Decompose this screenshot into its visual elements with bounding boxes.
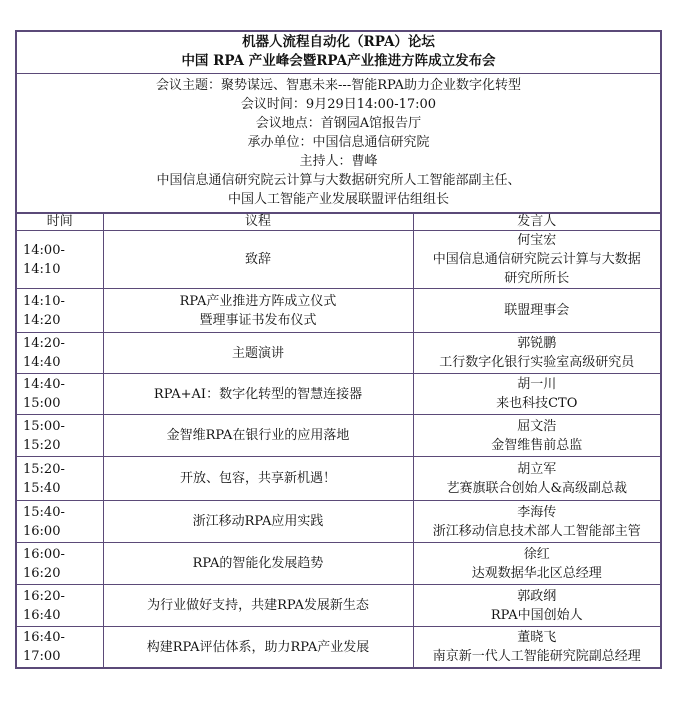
agenda-time: 14:10-14:20 xyxy=(17,289,103,333)
agenda-row xyxy=(17,501,660,543)
agenda-row xyxy=(17,627,660,668)
speaker-name: 李海传 xyxy=(517,504,557,520)
agenda-topic-line: 致辞 xyxy=(244,252,271,267)
agenda-topic xyxy=(103,231,413,289)
speaker-title: 浙江移动信息技术部人工智能部主管 xyxy=(432,523,641,539)
meeting-location: 会议地点：首钢园A馆报告厅 xyxy=(255,116,422,131)
agenda-row xyxy=(17,585,660,627)
agenda-row xyxy=(17,457,660,501)
agenda-body xyxy=(17,231,660,668)
agenda-topic xyxy=(103,289,413,333)
header-speaker: 发言人 xyxy=(413,214,660,231)
agenda-topic-line: 浙江移动RPA应用实践 xyxy=(192,514,324,529)
agenda-topic-line: 金智维RPA在银行业的应用落地 xyxy=(166,428,350,443)
header-agenda: 议程 xyxy=(103,214,413,231)
speaker-name: 董晓飞 xyxy=(517,630,557,645)
agenda-topic xyxy=(103,501,413,543)
meeting-theme: 会议主题：聚势谋远、智惠未来---智能RPA助力企业数字化转型 xyxy=(156,78,521,93)
agenda-row xyxy=(17,333,660,374)
speaker-name: 胡立军 xyxy=(517,461,557,477)
agenda-speaker xyxy=(413,627,660,668)
agenda-title xyxy=(17,32,660,74)
agenda-topic xyxy=(103,415,413,457)
agenda-time: 16:40-17:00 xyxy=(17,627,103,668)
agenda-row xyxy=(17,289,660,333)
agenda-topic-line: RPA+AI：数字化转型的智慧连接器 xyxy=(153,386,363,402)
speaker-name: 胡一川 xyxy=(517,377,557,392)
agenda-topic-line: 构建RPA评估体系，助力RPA产业发展 xyxy=(146,639,370,655)
agenda-time: 15:20-15:40 xyxy=(17,457,103,501)
speaker-name: 何宝宏 xyxy=(517,233,557,248)
meeting-host: 主持人：曹峰 xyxy=(299,154,378,169)
agenda-topic-line: 开放、包容，共享新机遇！ xyxy=(179,471,336,486)
header-time: 时间 xyxy=(17,214,103,231)
agenda-topic-line: 暨理事证书发布仪式 xyxy=(199,312,317,328)
meeting-info xyxy=(17,74,660,213)
agenda-time: 14:40-15:00 xyxy=(17,374,103,415)
agenda-speaker xyxy=(413,289,660,333)
agenda-speaker xyxy=(413,543,660,585)
agenda-topic-line: RPA的智能化发展趋势 xyxy=(192,556,324,571)
agenda-time: 14:00-14:10 xyxy=(17,231,103,289)
speaker-title: 金智维售前总监 xyxy=(491,437,583,453)
agenda-speaker xyxy=(413,231,660,289)
agenda-document xyxy=(15,30,662,669)
agenda-topic xyxy=(103,457,413,501)
host-title-line-2: 中国人工智能产业发展联盟评估组组长 xyxy=(227,192,449,207)
agenda-time: 14:20-14:40 xyxy=(17,333,103,374)
speaker-name: 屈文浩 xyxy=(517,418,557,434)
speaker-name: 郭政纲 xyxy=(517,588,557,604)
agenda-topic-line: 主题演讲 xyxy=(231,345,284,361)
agenda-header-row xyxy=(17,214,660,231)
agenda-speaker xyxy=(413,415,660,457)
agenda-time: 15:00-15:20 xyxy=(17,415,103,457)
speaker-title: 来也科技CTO xyxy=(496,396,578,411)
host-title-line-1: 中国信息通信研究院云计算与大数据研究所人工智能部副主任、 xyxy=(156,173,521,188)
speaker-title: 中国信息通信研究院云计算与大数据 xyxy=(432,252,641,267)
agenda-row xyxy=(17,415,660,457)
agenda-speaker xyxy=(413,374,660,415)
speaker-name: 郭锐鹏 xyxy=(517,336,557,351)
agenda-table xyxy=(17,213,660,667)
speaker-title: 研究所所长 xyxy=(504,271,570,286)
meeting-time: 会议时间：9月29日14:00-17:00 xyxy=(240,97,437,112)
agenda-topic xyxy=(103,585,413,627)
agenda-topic xyxy=(103,333,413,374)
agenda-topic-line: RPA产业推进方阵成立仪式 xyxy=(179,293,337,309)
agenda-speaker xyxy=(413,501,660,543)
speaker-name: 联盟理事会 xyxy=(504,303,570,318)
agenda-speaker xyxy=(413,457,660,501)
agenda-speaker xyxy=(413,333,660,374)
speaker-title: RPA中国创始人 xyxy=(490,607,583,623)
speaker-name: 徐红 xyxy=(523,546,550,562)
agenda-row xyxy=(17,231,660,289)
title-line-1: 机器人流程自动化（RPA）论坛 xyxy=(242,34,435,50)
speaker-title: 工行数字化银行实验室高级研究员 xyxy=(439,355,635,370)
speaker-title: 艺赛旗联合创始人&高级副总裁 xyxy=(446,480,628,496)
agenda-time: 16:00-16:20 xyxy=(17,543,103,585)
speaker-title: 南京新一代人工智能研究院副总经理 xyxy=(432,649,641,664)
agenda-topic xyxy=(103,374,413,415)
agenda-topic xyxy=(103,543,413,585)
agenda-speaker xyxy=(413,585,660,627)
agenda-time: 16:20-16:40 xyxy=(17,585,103,627)
speaker-title: 达观数据华北区总经理 xyxy=(471,565,602,581)
agenda-topic-line: 为行业做好支持，共建RPA发展新生态 xyxy=(147,598,369,613)
agenda-row xyxy=(17,543,660,585)
agenda-topic xyxy=(103,627,413,668)
agenda-time: 15:40-16:00 xyxy=(17,501,103,543)
agenda-row xyxy=(17,374,660,415)
title-line-2: 中国 RPA 产业峰会暨RPA产业推进方阵成立发布会 xyxy=(181,53,496,69)
meeting-organizer: 承办单位：中国信息通信研究院 xyxy=(247,135,430,150)
